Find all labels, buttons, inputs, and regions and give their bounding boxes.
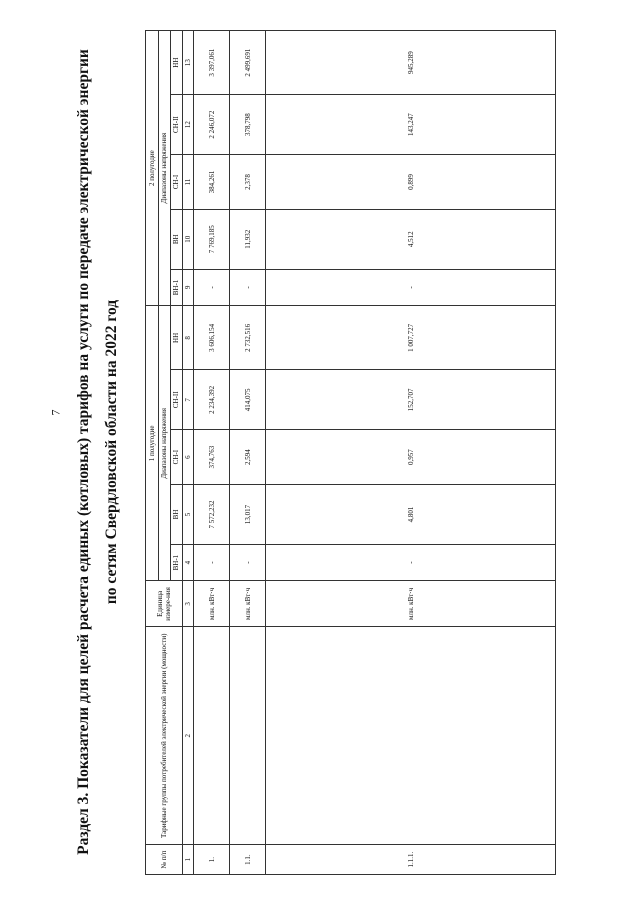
value-h1-sn1: 0,957 [266, 430, 556, 485]
value-h1-nn: 2 732,516 [230, 306, 266, 370]
value-h2-nn: 945,289 [266, 31, 556, 95]
header-level: НН [171, 31, 183, 95]
title-line-1: Раздел 3. Показатели для целей расчета единых (котловых) тарифов на услуги по передаче электрической энергии [75, 49, 92, 855]
column-index: 5 [183, 485, 194, 545]
value-h2-sn1: 0,899 [266, 154, 556, 209]
header-group: Тарифные группы потребителей электрической энергии (мощности) [146, 627, 183, 845]
row-description [230, 627, 266, 845]
value-h1-nn: 1 007,727 [266, 306, 556, 370]
header-row-periods [146, 31, 159, 875]
value-h2-vn: 7 769,185 [194, 209, 230, 269]
value-h1-sn1: 2,594 [230, 430, 266, 485]
row-unit: млн. кВт·ч [194, 581, 230, 627]
row-unit: млн. кВт·ч [266, 581, 556, 627]
header-level: ВН [171, 209, 183, 269]
value-h2-sn1: 2,378 [230, 154, 266, 209]
row-num: 1. [194, 845, 230, 875]
column-index: 7 [183, 370, 194, 430]
value-h2-vn1: - [230, 269, 266, 306]
column-index: 1 [183, 845, 194, 875]
row-description [266, 627, 556, 845]
page-number: 7 [48, 409, 63, 415]
tariff-table [145, 30, 556, 875]
value-h1-vn: 4,801 [266, 485, 556, 545]
column-index: 10 [183, 209, 194, 269]
column-index: 2 [183, 627, 194, 845]
table-row [230, 31, 266, 875]
header-level: СН-I [171, 154, 183, 209]
row-num: 1.1. [230, 845, 266, 875]
header-unit: Единица измере-ния [146, 581, 183, 627]
column-index: 6 [183, 430, 194, 485]
header-ranges-2: Диапазоны напряжения [159, 31, 171, 306]
header-ranges-1: Диапазоны напряжения [159, 306, 171, 581]
value-h2-vn1: - [266, 269, 556, 306]
value-h2-nn: 3 397,061 [194, 31, 230, 95]
title-line-2: по сетям Свердловской области на 2022 год [103, 299, 120, 605]
row-num: 1.1.1. [266, 845, 556, 875]
value-h1-sn2: 414,075 [230, 370, 266, 430]
tariff-table-container [145, 30, 605, 875]
value-h1-sn2: 152,707 [266, 370, 556, 430]
value-h1-vn1: - [230, 544, 266, 581]
row-description [194, 627, 230, 845]
row-unit: млн. кВт·ч [230, 581, 266, 627]
column-index: 13 [183, 31, 194, 95]
value-h1-vn: 7 572,232 [194, 485, 230, 545]
header-level: НН [171, 306, 183, 370]
header-level: СН-I [171, 430, 183, 485]
column-index-row [183, 31, 194, 875]
value-h2-sn2: 2 246,072 [194, 95, 230, 155]
column-index: 8 [183, 306, 194, 370]
header-level: СН-II [171, 95, 183, 155]
value-h1-sn2: 2 234,392 [194, 370, 230, 430]
header-level: ВН [171, 485, 183, 545]
header-half-1: 1 полугодие [146, 306, 159, 581]
value-h2-vn1: - [194, 269, 230, 306]
table-row [266, 31, 556, 875]
header-level: СН-II [171, 370, 183, 430]
value-h2-nn: 2 499,691 [230, 31, 266, 95]
value-h2-sn1: 384,261 [194, 154, 230, 209]
column-index: 12 [183, 95, 194, 155]
header-level: ВН-1 [171, 544, 183, 581]
value-h1-vn1: - [194, 544, 230, 581]
value-h2-vn: 4,512 [266, 209, 556, 269]
value-h2-sn2: 143,247 [266, 95, 556, 155]
header-half-2: 2 полугодие [146, 31, 159, 306]
column-index: 4 [183, 544, 194, 581]
value-h2-vn: 11,932 [230, 209, 266, 269]
value-h2-sn2: 378,798 [230, 95, 266, 155]
column-index: 11 [183, 154, 194, 209]
value-h1-vn1: - [266, 544, 556, 581]
value-h1-sn1: 374,763 [194, 430, 230, 485]
table-row [194, 31, 230, 875]
column-index: 9 [183, 269, 194, 306]
header-level: ВН-1 [171, 269, 183, 306]
value-h1-nn: 3 606,154 [194, 306, 230, 370]
value-h1-vn: 13,017 [230, 485, 266, 545]
header-num: № п/п [146, 845, 183, 875]
column-index: 3 [183, 581, 194, 627]
